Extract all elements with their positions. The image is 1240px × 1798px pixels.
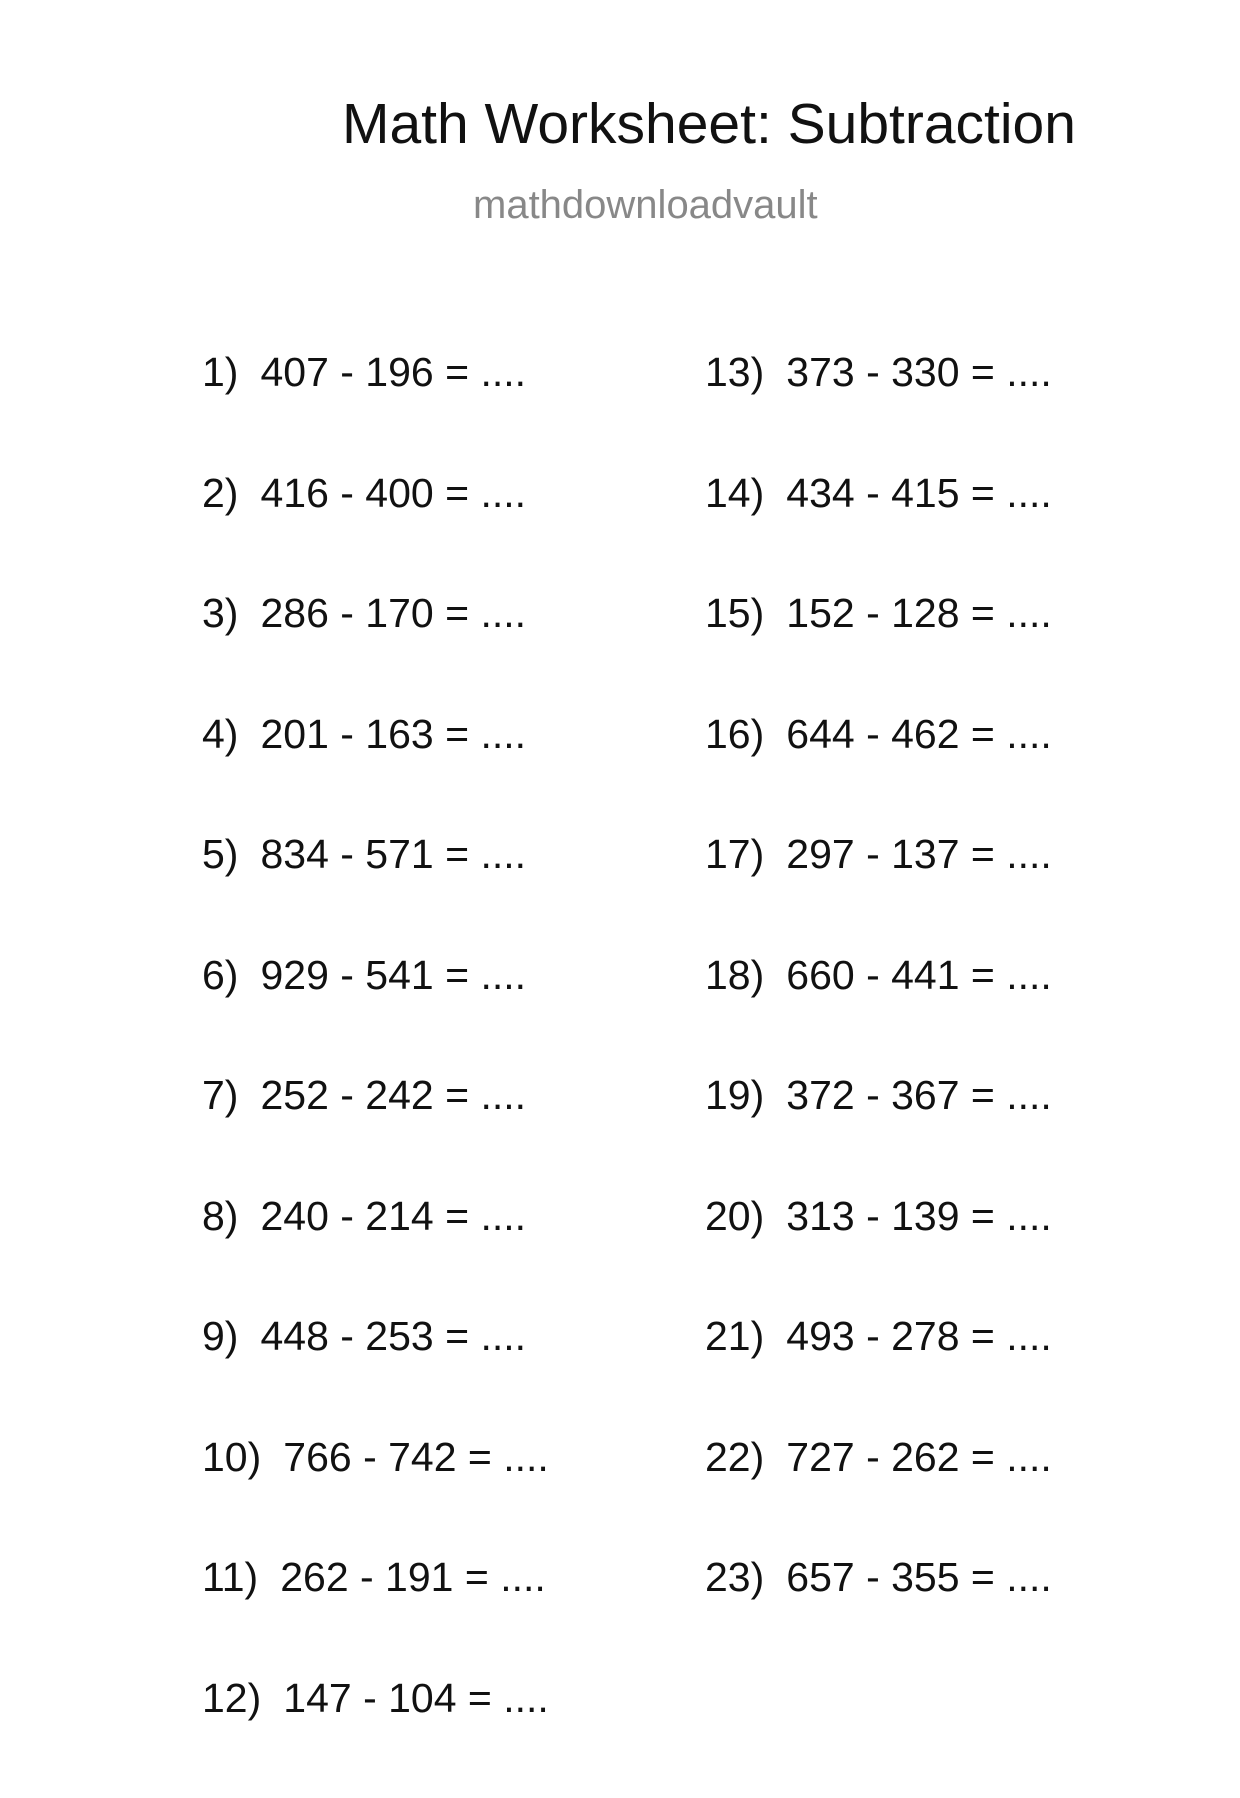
problem-expression: 644 - 462 = .... [786, 711, 1052, 757]
problem-column-left [202, 352, 549, 1798]
problem-expression: 240 - 214 = .... [260, 1193, 526, 1239]
problem-item [202, 1678, 549, 1798]
problem-number: 5) [202, 834, 238, 875]
problem-expression: 834 - 571 = .... [260, 831, 526, 877]
problem-number: 16) [705, 714, 764, 755]
problem-number: 17) [705, 834, 764, 875]
problem-expression: 286 - 170 = .... [260, 590, 526, 636]
problem-item [202, 834, 549, 955]
problem-expression: 434 - 415 = .... [786, 470, 1052, 516]
problem-expression: 416 - 400 = .... [260, 470, 526, 516]
problem-expression: 407 - 196 = .... [260, 349, 526, 395]
problem-number: 7) [202, 1075, 238, 1116]
problem-expression: 252 - 242 = .... [260, 1072, 526, 1118]
problem-number: 2) [202, 473, 238, 514]
problem-item [202, 1196, 549, 1317]
problem-number: 15) [705, 593, 764, 634]
problem-number: 6) [202, 955, 238, 996]
problem-number: 22) [705, 1437, 764, 1478]
problem-expression: 929 - 541 = .... [260, 952, 526, 998]
problem-item [202, 1075, 549, 1196]
problem-item [705, 714, 1052, 835]
problem-item [202, 955, 549, 1076]
problem-expression: 147 - 104 = .... [283, 1675, 549, 1721]
problem-expression: 373 - 330 = .... [786, 349, 1052, 395]
problem-expression: 448 - 253 = .... [260, 1313, 526, 1359]
problem-number: 18) [705, 955, 764, 996]
problem-number: 13) [705, 352, 764, 393]
problem-number: 14) [705, 473, 764, 514]
problem-number: 23) [705, 1557, 764, 1598]
problem-item [202, 1437, 549, 1558]
problem-number: 4) [202, 714, 238, 755]
problem-item [705, 1316, 1052, 1437]
problem-item [202, 473, 549, 594]
problem-expression: 660 - 441 = .... [786, 952, 1052, 998]
problem-expression: 727 - 262 = .... [786, 1434, 1052, 1480]
problem-item [705, 473, 1052, 594]
problem-item [705, 1437, 1052, 1558]
problem-expression: 372 - 367 = .... [786, 1072, 1052, 1118]
problem-expression: 657 - 355 = .... [786, 1554, 1052, 1600]
problem-expression: 313 - 139 = .... [786, 1193, 1052, 1239]
problem-expression: 493 - 278 = .... [786, 1313, 1052, 1359]
problem-number: 3) [202, 593, 238, 634]
problem-item [705, 593, 1052, 714]
problem-expression: 201 - 163 = .... [260, 711, 526, 757]
problem-item [705, 1075, 1052, 1196]
problem-item [202, 593, 549, 714]
problem-item [202, 1316, 549, 1437]
problem-item [202, 352, 549, 473]
problem-item [705, 955, 1052, 1076]
problem-item [705, 352, 1052, 473]
problem-item [705, 834, 1052, 955]
problem-column-right [705, 352, 1052, 1678]
problem-number: 20) [705, 1196, 764, 1237]
problem-number: 19) [705, 1075, 764, 1116]
problem-item [202, 1557, 549, 1678]
problem-item [705, 1196, 1052, 1317]
worksheet-title: Math Worksheet: Subtraction [342, 96, 1076, 153]
problem-number: 9) [202, 1316, 238, 1357]
problem-item [705, 1557, 1052, 1678]
problem-number: 10) [202, 1437, 261, 1478]
problem-number: 11) [202, 1557, 258, 1598]
problem-expression: 152 - 128 = .... [786, 590, 1052, 636]
worksheet-subtitle: mathdownloadvault [473, 185, 818, 225]
problem-item [202, 714, 549, 835]
problem-number: 8) [202, 1196, 238, 1237]
problem-expression: 766 - 742 = .... [283, 1434, 549, 1480]
problem-number: 1) [202, 352, 238, 393]
problem-number: 12) [202, 1678, 261, 1719]
problem-expression: 297 - 137 = .... [786, 831, 1052, 877]
problem-expression: 262 - 191 = .... [280, 1554, 546, 1600]
problem-number: 21) [705, 1316, 764, 1357]
